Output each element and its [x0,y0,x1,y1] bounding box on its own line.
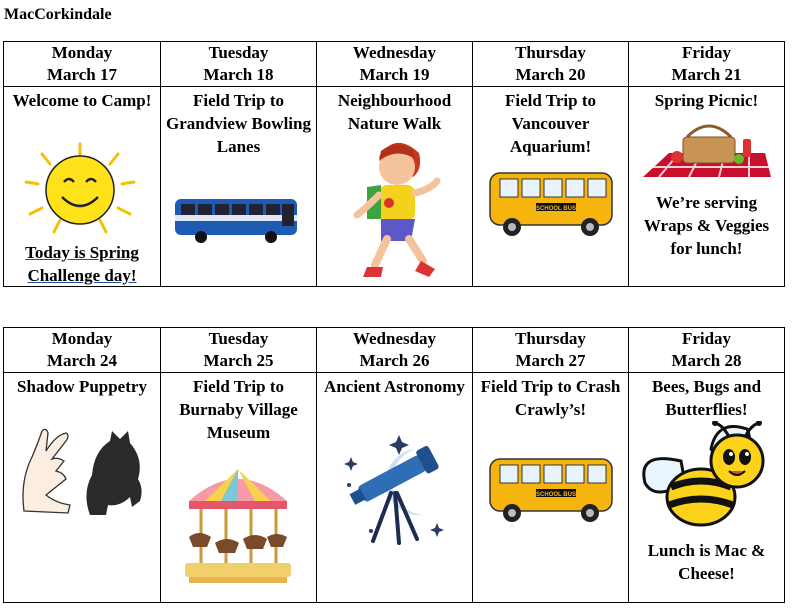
activity-title: Field Trip to Grandview Bowling Lanes [166,91,311,156]
school-bus-icon [486,451,616,529]
svg-text:SCHOOL BUS: SCHOOL BUS [536,206,576,212]
shadow-puppet-icon [18,425,150,521]
activity-cell [317,373,473,603]
activity-title: Neighbourhood Nature Walk [337,91,452,133]
day-header: Thursday March 20 [473,42,629,87]
week-1-schedule [3,41,785,287]
week-2-schedule [3,327,785,603]
activity-title: Field Trip to Crash Crawly’s! [480,377,621,419]
activity-cell [317,87,473,287]
activity-cell [4,373,161,603]
day-header: Monday March 24 [4,328,161,373]
sun-icon [20,142,140,237]
walking-boy-icon [339,135,451,285]
activity-footer: Lunch is Mac & Cheese! [647,541,766,583]
activity-footer: We’re serving Wraps & Veggies for lunch! [643,193,770,258]
school-bus-icon [486,165,616,243]
day-header: Wednesday March 26 [317,328,473,373]
bee-icon [641,421,773,533]
activity-title: Spring Picnic! [654,91,759,110]
activity-cell [473,373,629,603]
organization-title: MacCorkindale [4,6,112,23]
activity-cell [629,373,785,603]
activity-title: Bees, Bugs and Butterflies! [651,377,762,419]
activity-cell [629,87,785,287]
activity-title: Field Trip to Burnaby Village Museum [179,377,298,442]
day-header: Thursday March 27 [473,328,629,373]
picnic-basket-icon [639,123,775,183]
day-header: Wednesday March 19 [317,42,473,87]
activity-cell [161,87,317,287]
day-header: Friday March 28 [629,328,785,373]
day-header: Monday March 17 [4,42,161,87]
telescope-icon [337,427,455,547]
activity-title: Field Trip to Vancouver Aquarium! [505,91,596,156]
activity-title: Welcome to Camp! [12,91,152,110]
day-header: Tuesday March 18 [161,42,317,87]
day-header: Tuesday March 25 [161,328,317,373]
svg-text:SCHOOL BUS: SCHOOL BUS [536,492,576,498]
activity-title: Ancient Astronomy [324,377,465,396]
day-header: Friday March 21 [629,42,785,87]
activity-footer: Today is Spring Challenge day! [25,243,139,285]
activity-cell [4,87,161,287]
bus-icon [173,195,301,245]
activity-cell [473,87,629,287]
carousel-icon [181,467,295,585]
activity-cell [161,373,317,603]
activity-title: Shadow Puppetry [17,377,147,396]
